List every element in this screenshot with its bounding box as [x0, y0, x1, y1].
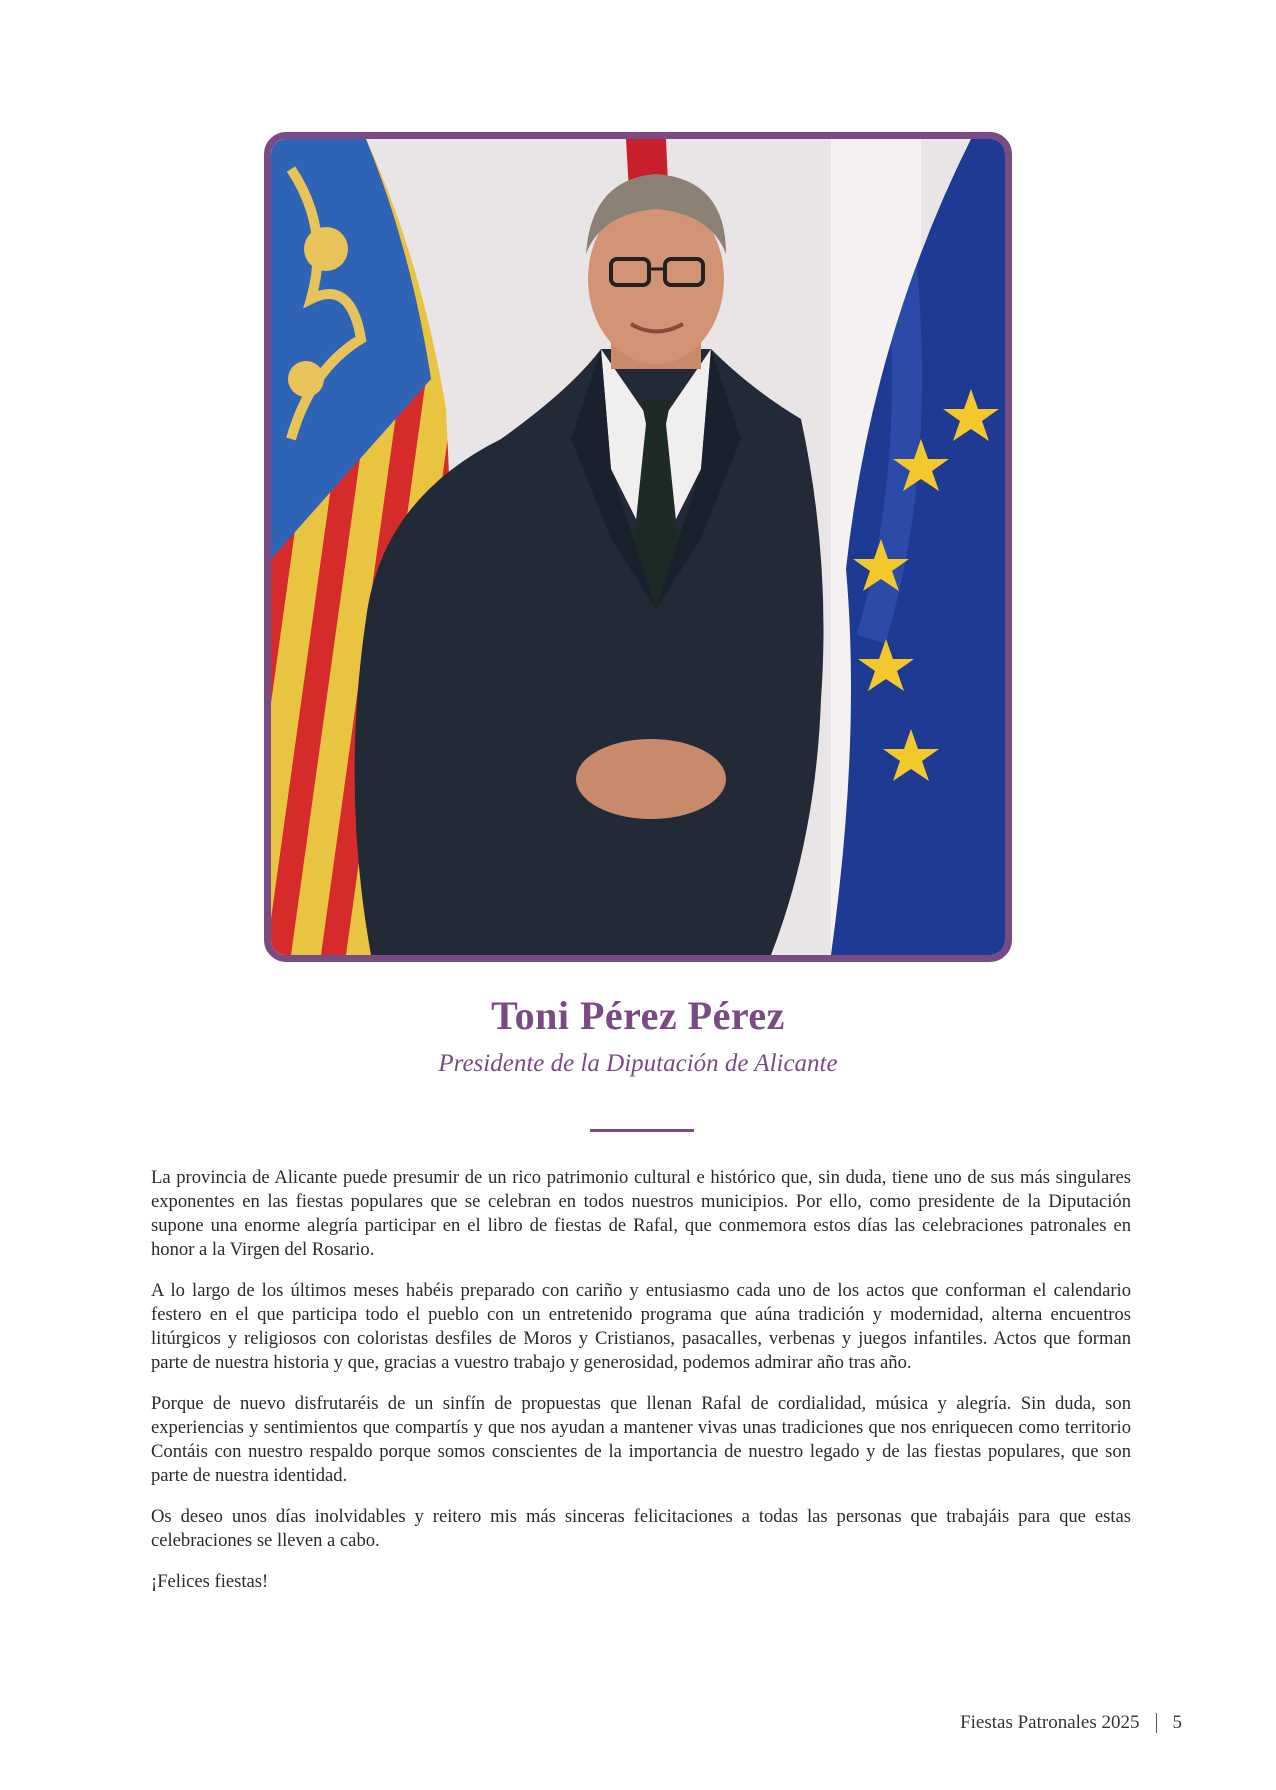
portrait-photo	[264, 132, 1012, 962]
letter-body	[151, 1166, 1131, 1611]
page-footer	[960, 1712, 1182, 1734]
paragraph: Porque de nuevo disfrutaréis de un sinfín de propuestas que llenan Rafal de cordialidad, música y alegría. Sin duda, son experiencias y sentimientos que compartís y que nos ayudan a mantener vivas unas tradiciones que nos enriquecen como territorio Contáis con nuestro respaldo porque somos conscientes de la importancia de nuestro legado y de las fiestas populares, que son parte de nuestra identidad.	[151, 1393, 1131, 1486]
publication-title: Fiestas Patronales 2025	[960, 1712, 1140, 1733]
paragraph: Os deseo unos días inolvidables y reitero mis más sinceras felicitaciones a todas las personas que trabajáis para que estas celebraciones se lleven a cabo.	[151, 1506, 1131, 1551]
person-name: Toni Pérez Pérez	[491, 993, 785, 1038]
portrait-illustration	[271, 139, 1005, 955]
paragraph: A lo largo de los últimos meses habéis preparado con cariño y entusiasmo cada uno de los actos que conforman el calendario festero en el que participa todo el pueblo con un entretenido programa que aúna tradición y modernidad, alterna encuentros litúrgicos y religiosos con coloristas desfiles de Moros y Cristianos, pasacalles, verbenas y juegos infantiles. Actos que forman parte de nuestra historia y que, gracias a vuestro trabajo y generosidad, podemos admirar año tras año.	[151, 1280, 1131, 1373]
closing-line: ¡Felices fiestas!	[151, 1571, 269, 1592]
page-number: 5	[1172, 1712, 1182, 1733]
divider	[590, 1129, 694, 1132]
paragraph: La provincia de Alicante puede presumir de un rico patrimonio cultural e histórico que, sin duda, tiene uno de sus más singulares exponentes en las fiestas populares que se celebran en todos nuestros municipios. Por ello, como presidente de la Diputación supone una enorme alegría participar en el libro de fiestas de Rafal, que conmemora estos días las celebraciones patronales en honor a la Virgen del Rosario.	[151, 1167, 1131, 1260]
footer-separator	[1156, 1713, 1157, 1733]
person-role: Presidente de la Diputación de Alicante	[438, 1050, 838, 1077]
